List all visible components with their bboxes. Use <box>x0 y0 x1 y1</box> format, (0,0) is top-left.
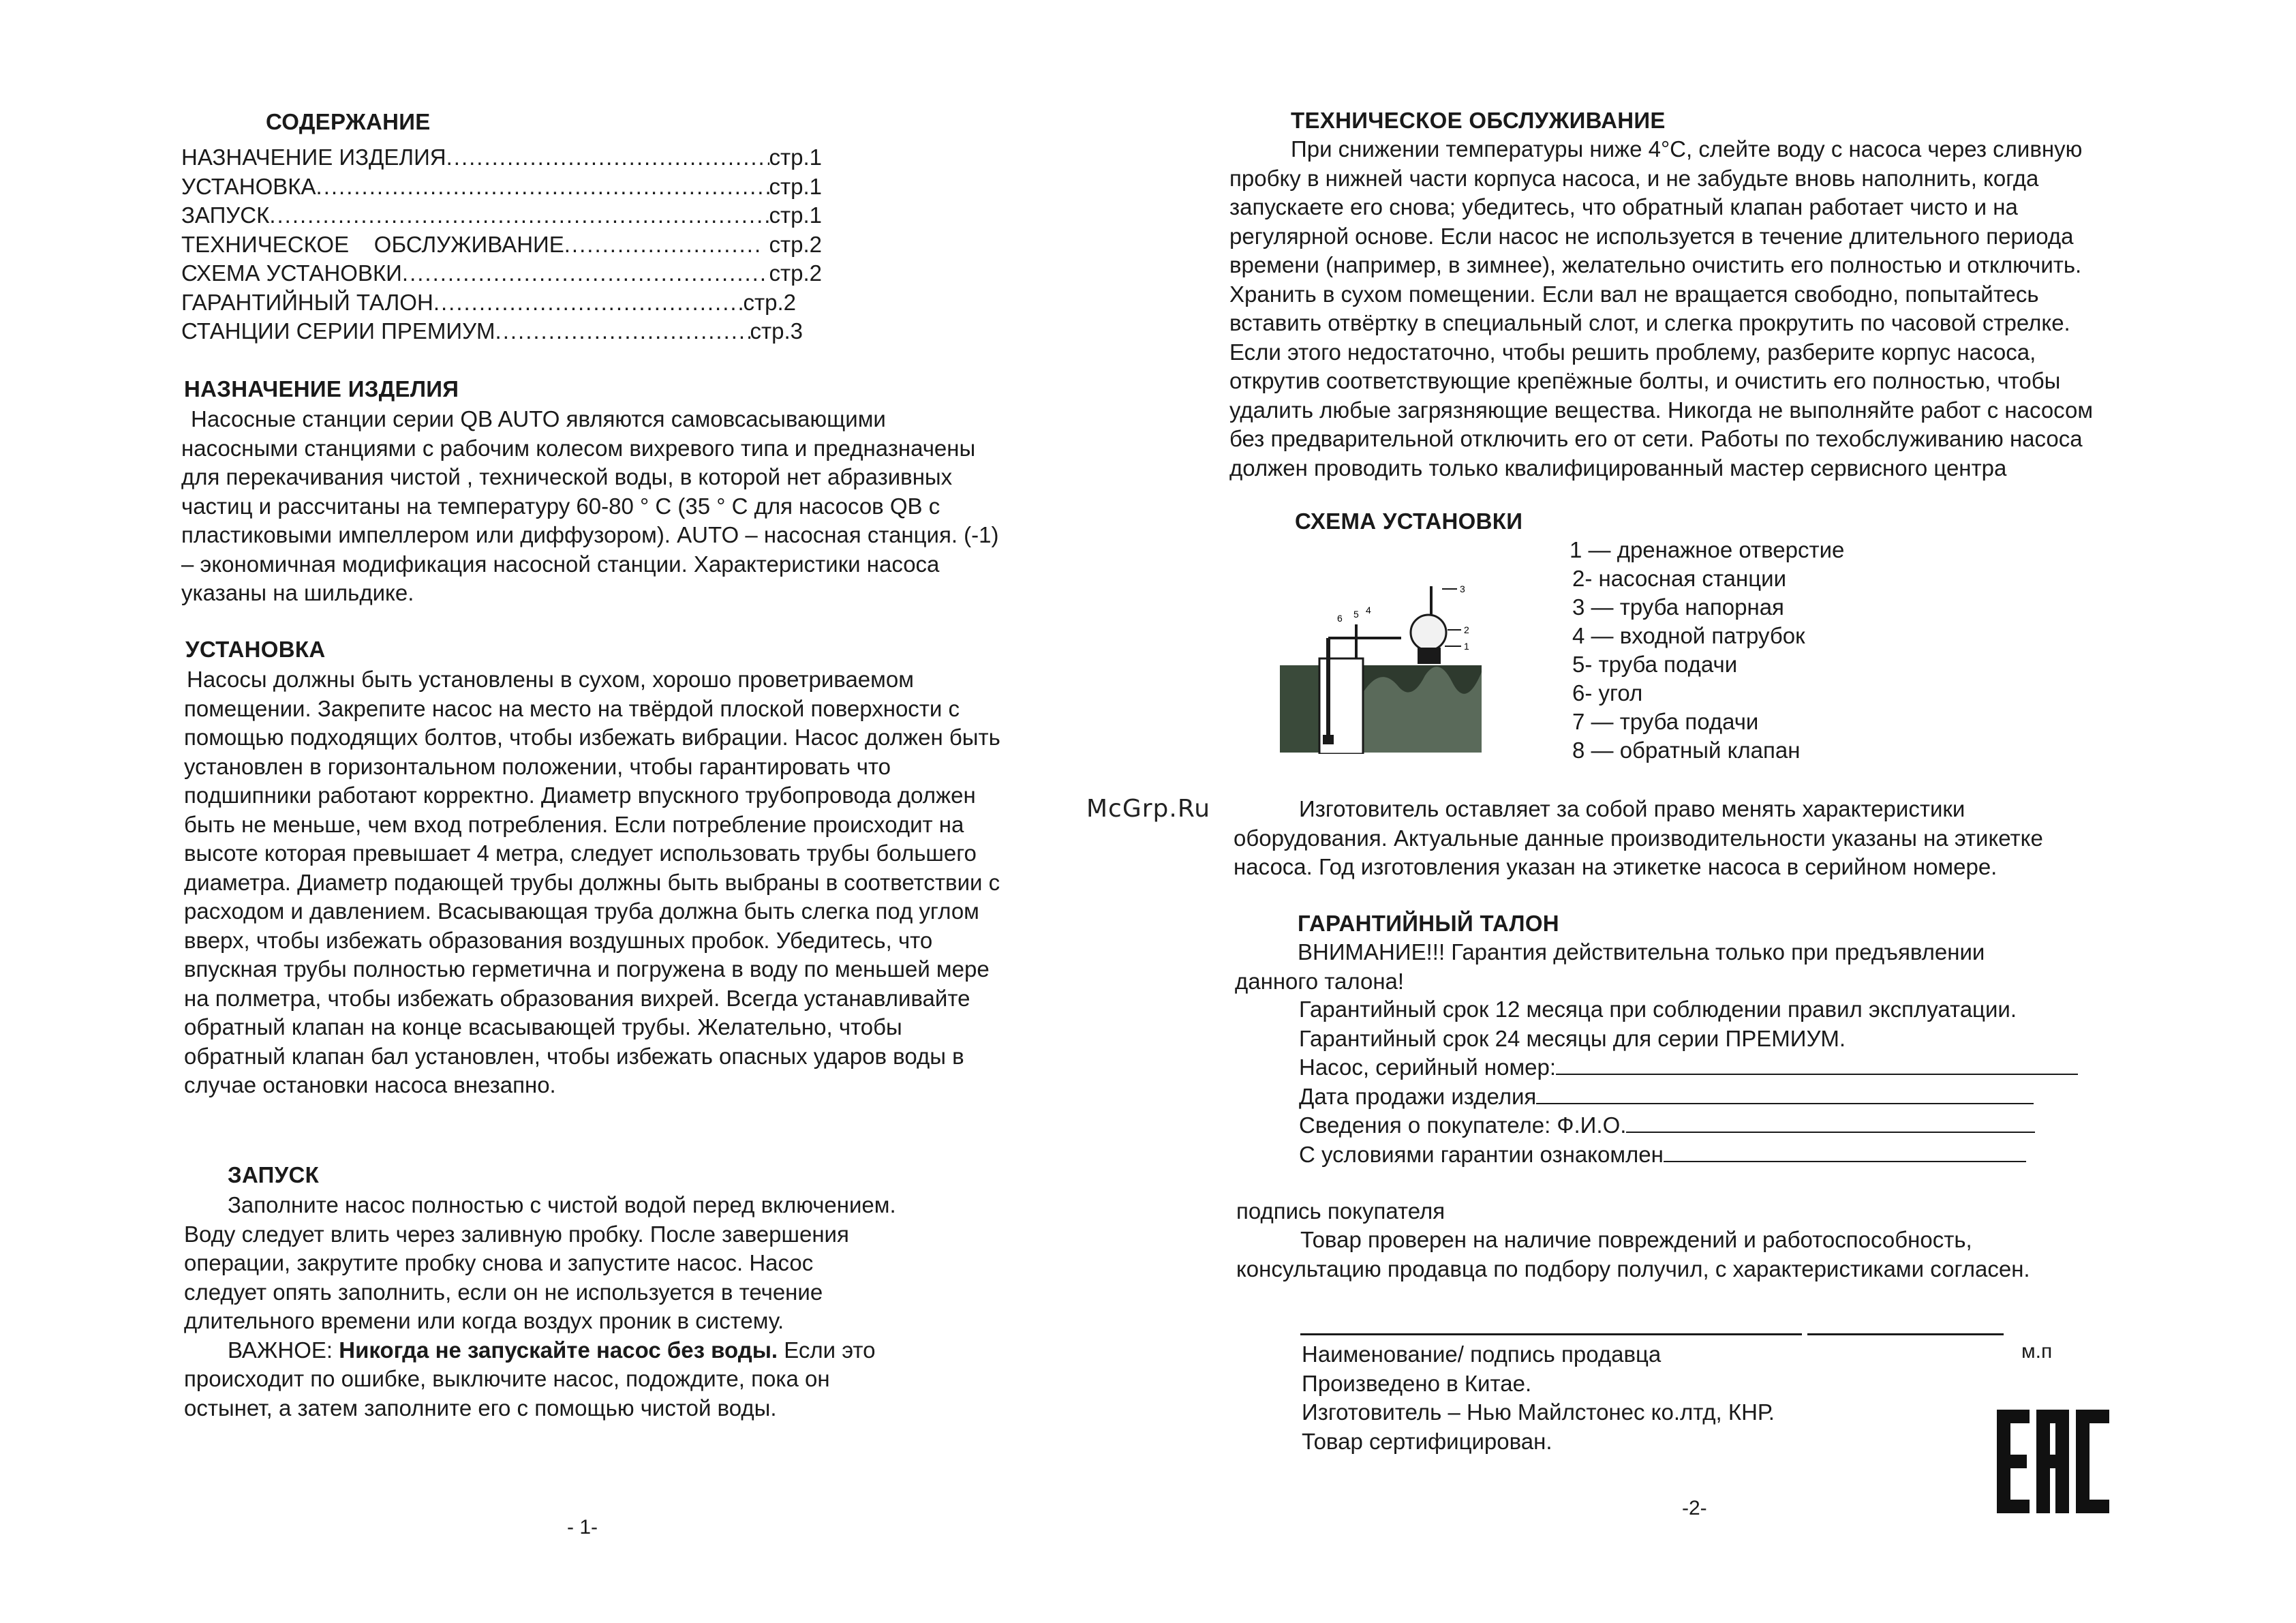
diagram-label-2: 2 <box>1464 624 1469 635</box>
legend-item: 7 — труба подачи <box>1572 709 1759 734</box>
toc-item-label: НАЗНАЧЕНИЕ ИЗДЕЛИЯ <box>181 145 446 170</box>
toc-item-label: ТЕХНИЧЕСКОЕ ОБСЛУЖИВАНИЕ <box>181 231 564 257</box>
diagram-check-valve <box>1323 735 1334 744</box>
toc-title: СОДЕРЖАНИЕ <box>266 109 431 134</box>
toc-item <box>181 317 803 346</box>
startup-heading: ЗАПУСК <box>228 1162 320 1187</box>
purpose-heading: НАЗНАЧЕНИЕ ИЗДЕЛИЯ <box>184 376 459 401</box>
startup-text-block <box>184 1191 900 1423</box>
startup-important <box>184 1336 900 1423</box>
toc-item-page: стр.2 <box>743 289 796 315</box>
certified: Товар сертифицирован. <box>1302 1428 1552 1454</box>
seller-name-line[interactable] <box>1807 1333 2004 1335</box>
scheme-heading: СХЕМА УСТАНОВКИ <box>1295 509 1523 534</box>
legend-item: 4 — входной патрубок <box>1572 623 1805 648</box>
field-serial-label: Насос, серийный номер: <box>1299 1055 1557 1080</box>
diagram-label-6: 6 <box>1337 613 1343 624</box>
diagram-label-4: 4 <box>1366 605 1371 616</box>
stamp-label: м.п <box>2021 1340 2053 1363</box>
diagram-pump <box>1411 615 1446 650</box>
toc-item <box>181 143 822 172</box>
sale-date-line[interactable] <box>1536 1082 2034 1104</box>
page-number-left: - 1- <box>567 1516 598 1538</box>
toc-item-page: стр.1 <box>769 202 822 228</box>
legend-item: 8 — обратный клапан <box>1572 738 1801 763</box>
made-in: Произведено в Китае. <box>1302 1370 1532 1396</box>
toc-item <box>181 230 822 260</box>
toc-item <box>181 201 822 230</box>
toc-item-label: УСТАНОВКА <box>181 173 316 199</box>
page-number-right: -2- <box>1682 1497 1707 1519</box>
toc-item-page: стр.2 <box>769 260 822 286</box>
maintenance-heading: ТЕХНИЧЕСКОЕ ОБСЛУЖИВАНИЕ <box>1291 108 1666 133</box>
field-agreement <box>1299 1140 2185 1170</box>
warranty-terms <box>1299 995 2185 1169</box>
diagram-angle <box>1355 624 1358 658</box>
installation-heading: УСТАНОВКА <box>185 637 326 662</box>
field-buyer-info <box>1299 1111 2185 1140</box>
field-sale-date <box>1299 1082 2185 1112</box>
legend-item: 2- насосная станции <box>1572 566 1787 591</box>
toc-item-label: СХЕМА УСТАНОВКИ <box>181 260 402 286</box>
installation-text: Насосы должны быть установлены в сухом, хорошо проветриваемом помещении. Закрепите насос на место на твёрдой плоской поверхности с помощью подходящих болтов, чтобы избежать вибрации. Насос должен быть установлен в горизонтальном положении, чтобы гарантировать что подшипники работают корректно. Диаметр впускного трубопровода должен быть не меньше, чем вход потребления. Если потребление происходит на высоте которая превышает 4 метра, следует использовать трубы большего диаметра. Диаметр подающей трубы должны быть выбраны в соответствии с расходом и давлением. Всасывающая труба должна быть слегка под углом вверх, чтобы избежать образования воздушных пробок. Убедитесь, что впускная трубы полностью герметична и погружена в воду по меньшей мере на полметра, чтобы избежать образования вихрей. Всегда устанавливайте обратный клапан на конце всасывающей трубы. Желательно, чтобы обратный клапан бал установлен, чтобы избежать опасных ударов воды в случае остановки насоса внезапно. <box>184 667 1000 1097</box>
warranty-term-premium: Гарантийный срок 24 месяцы для серии ПРЕМИУМ. <box>1299 1025 1846 1051</box>
legend-item: 5- труба подачи <box>1572 652 1738 677</box>
important-warning: Никогда не запускайте насос без воды. <box>339 1337 778 1363</box>
serial-number-line[interactable] <box>1556 1053 2078 1075</box>
toc-item-label: ГАРАНТИЙНЫЙ ТАЛОН <box>181 289 433 315</box>
diagram-pump-base <box>1418 648 1441 664</box>
field-serial-number <box>1299 1053 2185 1082</box>
eac-mark-icon <box>1997 1410 2109 1513</box>
toc-item-page: стр.3 <box>750 318 803 344</box>
manufacturer: Изготовитель – Нью Майлстонес ко.лтд, КНР. <box>1302 1399 1775 1425</box>
seller-label: Наименование/ подпись продавца <box>1302 1341 1662 1367</box>
diagram-ground-left <box>1280 665 1319 753</box>
legend-item: 1 — дренажное отверстие <box>1570 537 1845 562</box>
toc-item-page: стр.1 <box>769 173 822 199</box>
disclaimer-text: Изготовитель оставляет за собой право менять характеристики оборудования. Актуальные данные производительности указаны на этикетке насоса. Год изготовления указан на этикетке насоса в серийном номере. <box>1234 796 2043 879</box>
toc-item-label: ЗАПУСК <box>181 202 270 228</box>
purpose-text: Насосные станции серии QB AUTO являются самовсасывающими насосными станциями с рабочим колесом вихревого типа и предназначены для перекачивания чистой , технической воды, в которой нет абразивных частиц и рассчитаны на температуру 60-80 ° С (35 ° С для насосов QB с пластиковыми импеллером или диффузором). AUTO – насосная станция. (-1) – экономичная модификация насосной станции. Характеристики насоса указаны на шильдике. <box>181 406 999 605</box>
legend-item: 6- угол <box>1572 680 1643 706</box>
installation-diagram <box>1279 583 1483 754</box>
field-agreement-label: С условиями гарантии ознакомлен <box>1299 1141 1664 1167</box>
buyer-info-line[interactable] <box>1626 1111 2035 1133</box>
watermark[interactable]: McGrp.Ru <box>1086 795 1211 823</box>
toc-item <box>181 172 822 202</box>
seller-signature-line[interactable] <box>1300 1333 1802 1335</box>
warranty-term-standard: Гарантийный срок 12 месяца при соблюдении правил эксплуатации. <box>1299 997 2017 1022</box>
important-text: Если это происходит по ошибке, выключите насос, подождите, пока он остынет, а затем заполните его с помощью чистой воды. <box>184 1337 876 1421</box>
toc-item-page: стр.1 <box>769 145 822 170</box>
diagram-label-1: 1 <box>1464 641 1469 652</box>
diagram-suction-pipe <box>1326 638 1330 740</box>
diagram-label-5: 5 <box>1353 609 1359 620</box>
toc-item <box>181 259 822 288</box>
toc-item-label: СТАНЦИИ СЕРИИ ПРЕМИУМ <box>181 318 495 344</box>
field-sale-date-label: Дата продажи изделия <box>1299 1083 1537 1109</box>
toc-item <box>181 288 796 318</box>
diagram-label-3: 3 <box>1460 583 1465 594</box>
field-buyer-label: Сведения о покупателе: Ф.И.О. <box>1299 1112 1627 1138</box>
important-label: ВАЖНОЕ: <box>228 1337 339 1363</box>
legend-item: 3 — труба напорная <box>1572 594 1784 620</box>
checked-text: Товар проверен на наличие повреждений и работоспособность, консультацию продавца по подбору получил, с характеристиками согласен. <box>1236 1227 2030 1281</box>
buyer-signature-label: подпись покупателя <box>1236 1198 1445 1224</box>
table-of-contents <box>181 143 822 346</box>
maintenance-text: При снижении температуры ниже 4°С, слейте воду с насоса через сливную пробку в нижней части корпуса насоса, и не забудьте вновь наполнить, когда запускаете его снова; убедитесь, что обратный клапан работает чисто и на регулярной основе. Если насос не используется в течение длительного периода времени (например, в зимнее), желательно очистить его полностью и отключить. Хранить в сухом помещении. Если вал не вращается свободно, попытайтесь вставить отвёртку в специальный слот, и слегка прокрутить по часовой стрелке. Если этого недостаточно, чтобы решить проблему, разберите корпус насоса, открутив соответствующие крепёжные болты, и очистить его полностью, чтобы удалить любые загрязняющие вещества. Никогда не выполняйте работ с насосом без предварительной отключить его от сети. Работы по техобслуживанию насоса должен проводить только квалифицированный мастер сервисного центра <box>1229 136 2094 481</box>
seller-block <box>1302 1340 1983 1456</box>
agreement-line[interactable] <box>1664 1140 2026 1162</box>
warranty-heading: ГАРАНТИЙНЫЙ ТАЛОН <box>1298 911 1559 936</box>
toc-item-page: стр.2 <box>763 231 822 257</box>
diagram-legend <box>1570 536 1844 765</box>
startup-text: Заполните насос полностью с чистой водой перед включением. Воду следует влить через заливную пробку. После завершения операции, закрутите пробку снова и запустите насос. Насос следует опять заполнить, если он не используется в течение длительного времени или когда воздух проник в систему. <box>184 1192 896 1333</box>
warranty-attention: ВНИМАНИЕ!!! Гарантия действительна только при предъявлении данного талона! <box>1235 939 1985 994</box>
